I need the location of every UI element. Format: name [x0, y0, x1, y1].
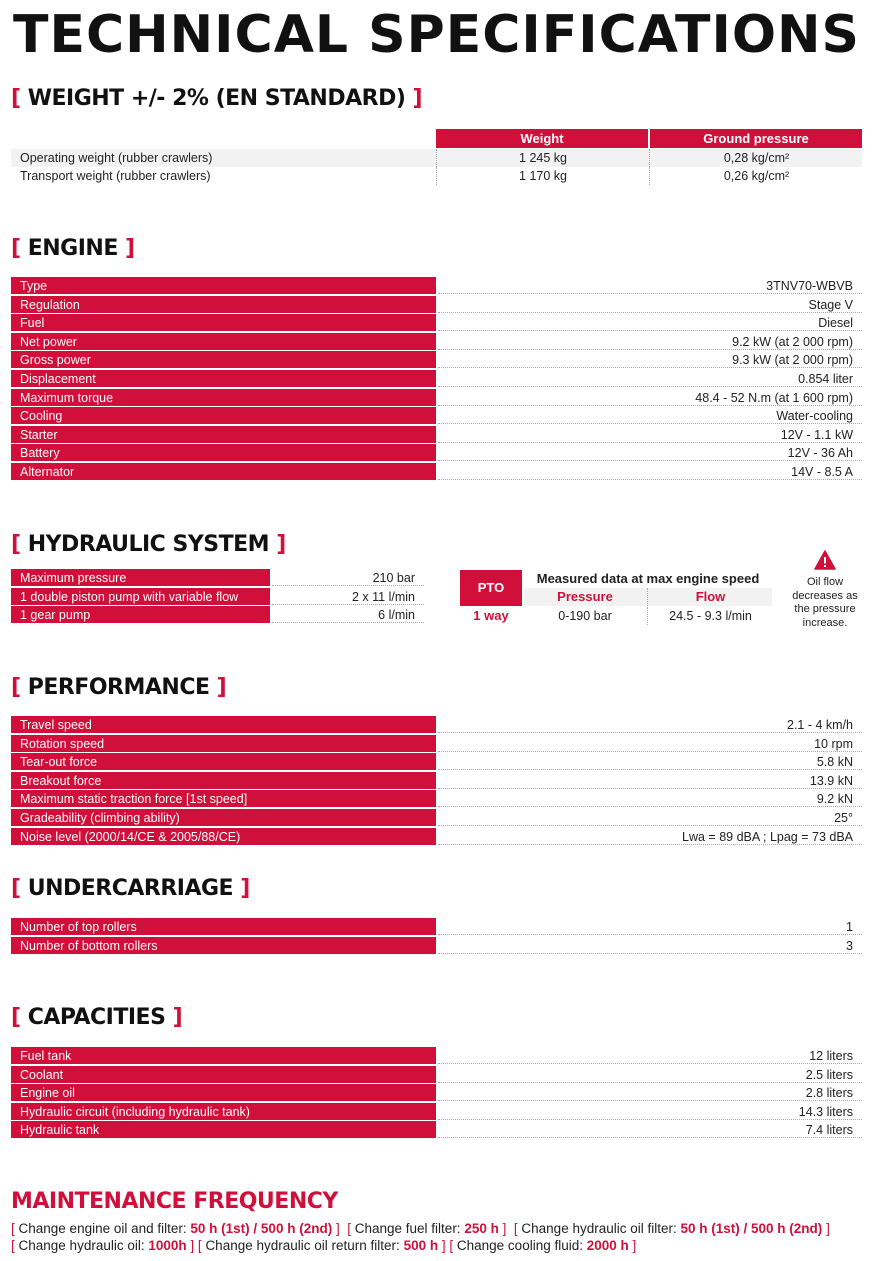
row-value: 2 x 11 l/min: [272, 588, 424, 605]
row-label: 1 double piston pump with variable flow: [11, 588, 270, 605]
pto-value-row: [524, 607, 772, 625]
maintenance-line-2: [ Change hydraulic oil: 1000h ] [ Change hydraulic oil return filter: 500 h ] [ Change cooling fluid: 2000 h ]: [11, 1238, 637, 1253]
row-value: 12V - 36 Ah: [438, 444, 862, 461]
section-hydraulic-heading: [ HYDRAULIC SYSTEM ]: [11, 532, 286, 557]
measured-data-title: Measured data at max engine speed: [536, 571, 760, 586]
row-label: Noise level (2000/14/CE & 2005/88/CE): [11, 828, 436, 845]
section-undercarriage-heading: [ UNDERCARRIAGE ]: [11, 876, 250, 901]
row-value: 48.4 - 52 N.m (at 1 600 rpm): [438, 389, 862, 406]
row-value: 5.8 kN: [438, 753, 862, 770]
row-value: 12V - 1.1 kW: [438, 426, 862, 443]
pto-way: 1 way: [473, 608, 509, 623]
note-line: the pressure: [794, 603, 856, 615]
table-row: [11, 569, 424, 587]
row-label: Cooling: [11, 407, 436, 424]
pto-header-row: [524, 588, 772, 606]
row-label: Number of top rollers: [11, 918, 436, 935]
row-label: Engine oil: [11, 1084, 436, 1101]
note-line: increase.: [802, 616, 848, 629]
row-label: Fuel tank: [11, 1047, 436, 1064]
row-label: Regulation: [11, 296, 436, 313]
section-capacities-heading: [ CAPACITIES ]: [11, 1005, 183, 1030]
ground-pressure-column-header: Ground pressure: [650, 129, 862, 148]
table-row: [11, 370, 862, 388]
table-row: Transport weight (rubber crawlers) 1 170 kg 0,26 kg/cm²: [11, 167, 862, 185]
row-value: Diesel: [438, 314, 862, 331]
row-value: 7.4 liters: [438, 1121, 862, 1138]
row-label: Maximum static traction force [1st speed]: [11, 790, 436, 807]
row-label: Displacement: [11, 370, 436, 387]
table-row: [11, 444, 862, 462]
note-line: Oil flow: [806, 576, 844, 588]
row-value: 210 bar: [272, 569, 424, 586]
row-label: Rotation speed: [11, 735, 436, 752]
weight-column-header: Weight: [436, 129, 648, 148]
table-row: [11, 588, 424, 606]
table-row: [11, 716, 862, 734]
row-label: Maximum torque: [11, 389, 436, 406]
maintenance-line-1: [ Change engine oil and filter: 50 h (1st) / 500 h (2nd) ] [ Change fuel filter: 250 h ] [ Change hydraulic oil filter: 50 h (1st) / 500 h (2nd) ]: [11, 1221, 830, 1236]
table-row: [11, 426, 862, 444]
table-row: [11, 389, 862, 407]
row-label: Type: [11, 277, 436, 294]
row-value: 9.3 kW (at 2 000 rpm): [438, 351, 862, 368]
row-value: 13.9 kN: [438, 772, 862, 789]
section-weight-heading: [ WEIGHT +/- 2% (EN STANDARD) ]: [11, 86, 423, 111]
row-value: 14.3 liters: [438, 1103, 862, 1120]
row-label: Coolant: [11, 1066, 436, 1083]
row-value: 3TNV70-WBVB: [438, 277, 862, 294]
row-value: 9.2 kW (at 2 000 rpm): [438, 333, 862, 350]
table-row: [11, 314, 862, 332]
table-row: [11, 1066, 862, 1084]
table-row: [11, 333, 862, 351]
table-row: [11, 606, 424, 624]
row-label: Fuel: [11, 314, 436, 331]
row-label: Gradeability (climbing ability): [11, 809, 436, 826]
row-value: 3: [438, 937, 862, 954]
row-value: 2.8 liters: [438, 1084, 862, 1101]
row-value: Water-cooling: [438, 407, 862, 424]
row-value: 1: [438, 918, 862, 935]
pto-label: PTO: [460, 570, 522, 606]
row-value: 9.2 kN: [438, 790, 862, 807]
warning-icon: [814, 550, 836, 570]
row-value: 14V - 8.5 A: [438, 463, 862, 480]
section-engine-heading: [ ENGINE ]: [11, 236, 135, 261]
table-row: [11, 407, 862, 425]
pto-flow-value: 24.5 - 9.3 l/min: [647, 607, 773, 625]
pto-flow-header: Flow: [647, 588, 773, 606]
table-row: [11, 937, 862, 955]
row-label: Number of bottom rollers: [11, 937, 436, 954]
table-row: [11, 735, 862, 753]
row-value: 25°: [438, 809, 862, 826]
row-label: Gross power: [11, 351, 436, 368]
row-label: Net power: [11, 333, 436, 350]
row-label: Travel speed: [11, 716, 436, 733]
row-label: Tear-out force: [11, 753, 436, 770]
section-maintenance-heading: MAINTENANCE FREQUENCY: [11, 1189, 338, 1214]
oil-flow-note: [786, 550, 864, 630]
row-label: Hydraulic tank: [11, 1121, 436, 1138]
row-label: 1 gear pump: [11, 606, 270, 623]
row-value: 12 liters: [438, 1047, 862, 1064]
row-label: Starter: [11, 426, 436, 443]
row-label: Hydraulic circuit (including hydraulic tank): [11, 1103, 436, 1120]
table-row: [11, 772, 862, 790]
section-performance-heading: [ PERFORMANCE ]: [11, 675, 227, 700]
row-value: 0.854 liter: [438, 370, 862, 387]
note-line: decreases as: [792, 589, 858, 602]
table-row: [11, 753, 862, 771]
table-row: [11, 1121, 862, 1139]
table-row: [11, 1084, 862, 1102]
row-value: Stage V: [438, 296, 862, 313]
table-row: Operating weight (rubber crawlers) 1 245 kg 0,28 kg/cm²: [11, 149, 862, 167]
table-row: [11, 277, 862, 295]
table-row: [11, 809, 862, 827]
page-title: TECHNICAL SPECIFICATIONS: [12, 5, 860, 65]
table-row: [11, 918, 862, 936]
row-value: 2.1 - 4 km/h: [438, 716, 862, 733]
row-value: Lwa = 89 dBA ; Lpag = 73 dBA: [438, 828, 862, 845]
table-row: [11, 790, 862, 808]
row-label: Breakout force: [11, 772, 436, 789]
row-value: 2.5 liters: [438, 1066, 862, 1083]
table-row: [11, 351, 862, 369]
row-value: 10 rpm: [438, 735, 862, 752]
table-row: [11, 828, 862, 846]
table-row: [11, 1047, 862, 1065]
row-label: Alternator: [11, 463, 436, 480]
table-row: [11, 463, 862, 481]
pto-pressure-header: Pressure: [557, 589, 613, 604]
row-value: 6 l/min: [272, 606, 424, 623]
pto-pressure-value: 0-190 bar: [558, 609, 612, 623]
table-row: [11, 296, 862, 314]
row-label: Battery: [11, 444, 436, 461]
row-label: Maximum pressure: [11, 569, 270, 586]
table-row: [11, 1103, 862, 1121]
